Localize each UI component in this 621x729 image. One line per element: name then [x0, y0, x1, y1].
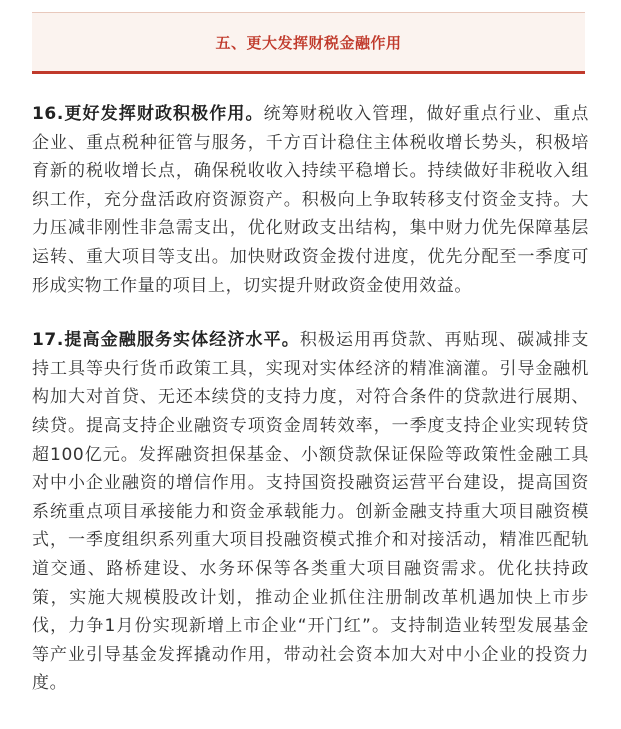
section-header: [32, 12, 585, 74]
paragraph-title: 16.更好发挥财政积极作用。: [32, 104, 264, 124]
paragraph-financial-services: [32, 326, 589, 698]
paragraph-fiscal-policy: [32, 100, 589, 300]
paragraph-title: 17.提高金融服务实体经济水平。: [32, 330, 300, 351]
article-content: [32, 100, 589, 724]
paragraph-body: 统筹财税收入管理，做好重点行业、重点企业、重点税种征管与服务，千方百计稳住主体税收增长势头，积极培育新的税收增长点，确保税收收入持续平稳增长。持续做好非税收入组织工作，充分盘活政府资源资产。积极向上争取转移支付资金支持。大力压减非刚性非急需支出，优化财政支出结构，集中财力优先保障基层运转、重大项目等支出。加快财政资金拨付进度，优先分配至一季度可形成实物工作量的项目上，切实提升财政资金使用效益。: [32, 104, 589, 296]
section-title: 五、更大发挥财税金融作用: [215, 33, 402, 52]
paragraph-body: 积极运用再贷款、再贴现、碳减排支持工具等央行货币政策工具，实现对实体经济的精准滴灌。引导金融机构加大对首贷、无还本续贷的支持力度，对符合条件的贷款进行展期、续贷。提高支持企业融资专项资金周转效率，一季度支持企业实现转贷超100亿元。发挥融资担保基金、小额贷款保证保险等政策性金融工具对中小企业融资的增信作用。支持国资投融资运营平台建设，提高国资系统重点项目承接能力和资金承载能力。创新金融支持重大项目融资模式，一季度组织系列重大项目投融资模式推介和对接活动，精准匹配轨道交通、路桥建设、水务环保等各类重大项目融资需求。优化扶持政策，实施大规模股改计划，推动企业抓住注册制改革机遇加快上市步伐，力争1月份实现新增上市企业“开门红”。支持制造业转型发展基金等产业引导基金发挥撬动作用，带动社会资本加大对中小企业的投资力度。: [32, 330, 590, 694]
